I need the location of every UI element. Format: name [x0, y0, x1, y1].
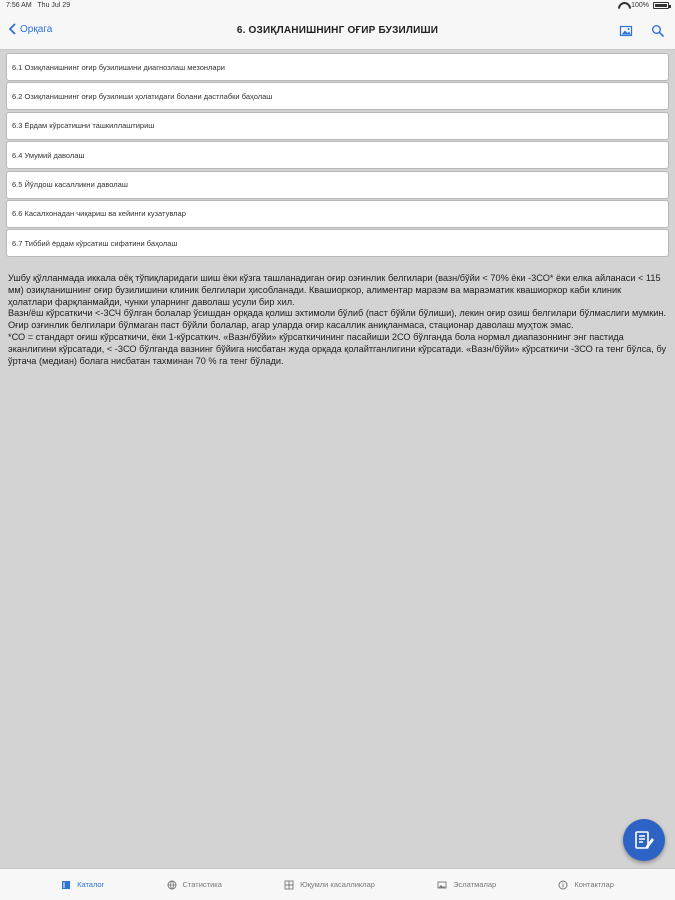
tab-label: Эслатмалар	[453, 880, 497, 889]
tab-label: Каталог	[77, 880, 105, 889]
section-item-6-6[interactable]: 6.6 Касалхонадан чиқариш ва кейинги кузатувлар	[6, 200, 669, 228]
notes-fab-button[interactable]	[623, 819, 665, 861]
status-time	[6, 2, 70, 9]
tab-infectious-diseases[interactable]	[284, 880, 375, 890]
nav-actions	[619, 24, 665, 38]
section-list	[6, 53, 669, 259]
info-icon	[558, 880, 568, 890]
page-title: 6. ОЗИҚЛАНИШНИНГ ОҒИР БУЗИЛИШИ	[236, 25, 439, 36]
tab-label: Контактлар	[574, 880, 614, 889]
section-item-6-1[interactable]: 6.1 Озиқланишнинг оғир бузилишини диагнозлаш мезонлари	[6, 53, 669, 81]
tab-statistics[interactable]	[167, 880, 222, 890]
search-icon[interactable]	[651, 24, 665, 38]
edit-note-icon	[633, 829, 655, 851]
section-item-6-4[interactable]: 6.4 Умумий даволаш	[6, 141, 669, 169]
battery-icon	[653, 2, 669, 9]
content-paragraph: *СО = стандарт оғиш кўрсаткичи, ёки 1-кўрсаткич. «Вазн/бўйи» кўрсаткичининг пасайиши 2СО бўлганда бола нормал диапазоннинг энг пастида эканлигини кўрсатади, < -3СО бўлганда вазнинг бўйига нисбатан жуда орқада қолайтганлигини кўрсатади. «Вазн/бўйи» кўрсаткичи -3СО га тенг бўлса, бу ўртача (медиан) болага нисбатан тахминан 70 % га тенг бўлади.	[8, 331, 667, 366]
content-text	[8, 273, 668, 367]
content-paragraph: Вазн/ёш кўрсаткичи <-3СЧ бўлган болалар ўсишдан орқада қолиш эхтимоли бўлиб (паст бўйли бўлиши), лекин оғир озиш белгилари бўлмаслиги мумкин. Оғир озғинлик белгилари бўлмаган паст бўйли болалар, агар уларда оғир касаллик аниқланмаса, стационар даволаш муҳтож эмас.	[8, 308, 666, 331]
image-icon	[437, 880, 447, 890]
status-right	[618, 2, 669, 9]
section-item-6-7[interactable]: 6.7 Тиббий ёрдам кўрсатиш сифатини баҳолаш	[6, 229, 669, 257]
back-label: Орқага	[20, 23, 53, 35]
section-item-6-5[interactable]: 6.5 Йўлдош касалликни даволаш	[6, 171, 669, 199]
status-time-value: 7:56 AM	[6, 2, 32, 9]
tab-notes[interactable]	[437, 880, 496, 890]
status-date-value: Thu Jul 29	[37, 2, 71, 9]
tab-label: Юқумли касалликлар	[300, 880, 375, 889]
book-icon	[61, 880, 71, 890]
tab-catalog[interactable]	[61, 880, 104, 890]
section-item-6-2[interactable]: 6.2 Озиқланишнинг оғир бузилиши ҳолатидаги болани дастлабки баҳолаш	[6, 82, 669, 110]
status-bar	[0, 0, 675, 12]
navigation-bar	[0, 12, 675, 50]
image-icon[interactable]	[619, 24, 633, 38]
tab-label: Статистика	[182, 880, 222, 889]
tab-bar	[0, 868, 675, 900]
grid-icon	[284, 880, 294, 890]
tab-contacts[interactable]	[558, 880, 614, 890]
section-item-6-3[interactable]: 6.3 Ёрдам кўрсатишни ташкиллаштириш	[6, 112, 669, 140]
wifi-icon	[618, 2, 627, 9]
globe-icon	[167, 880, 177, 890]
content-paragraph: Ушбу қўлланмада иккала оёқ тўпиқларидаги шиш ёки кўзга ташланадиган оғир озғинлик белгилари (вазн/бўйи < 70% ёки -3СО* ёки елка айланаси < 115 мм) озиқланишнинг оғир бузилишини клиник белгилари ҳисобланади. Квашиоркор, алиментар мараэм ва мараэматик квашиоркор каби клиник ҳолатлари фарқланмайди, чунки уларнинг даволаш усули бир хил.	[8, 273, 661, 307]
battery-percent: 100%	[631, 2, 649, 9]
